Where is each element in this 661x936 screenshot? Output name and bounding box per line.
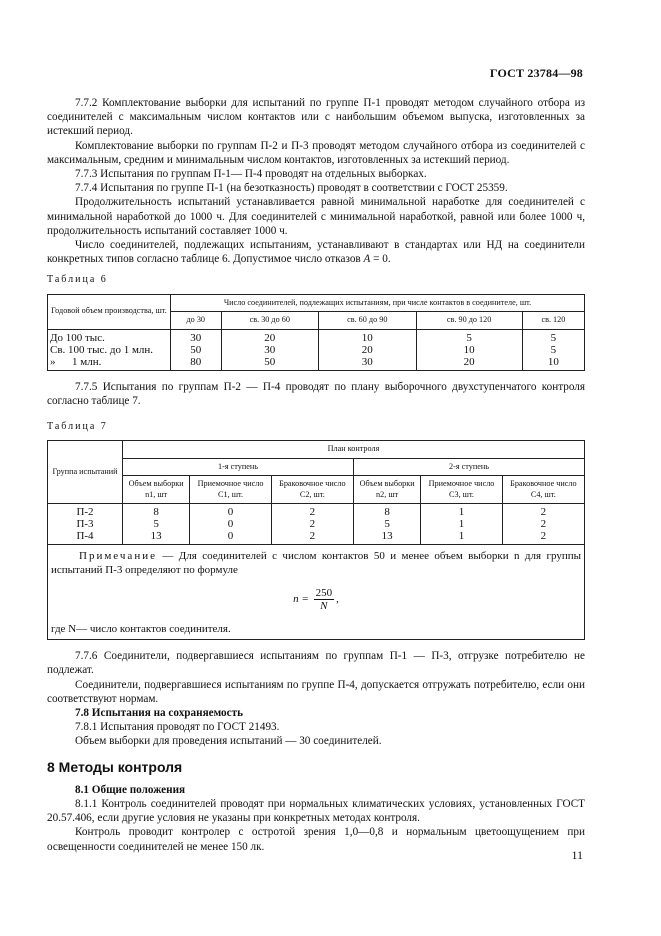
table-header: до 30 <box>171 312 222 330</box>
table-cell: 10 <box>416 344 522 356</box>
table-cell: 20 <box>319 344 416 356</box>
table-header: Браковочное число C4, шт. <box>502 476 584 504</box>
paragraph: Объем выборки для проведения испытаний — 30 соединителей. <box>75 735 382 748</box>
formula-tail: , <box>336 593 339 606</box>
table-header: св. 90 до 120 <box>416 312 522 330</box>
note-where: где N— число контактов соединителя. <box>51 623 231 636</box>
paragraph: 8.1.1 Контроль соединителей проводят при нормальных климатических условиях, установленных ГОСТ 20.57.406, если другие условия не указаны при конкретных методах контроля. <box>47 798 585 825</box>
paragraph: 7.7.6 Соединители, подвергавшиеся испытаниям по группам П-1 — П-3, отгрузке потребителю не подлежат. <box>47 650 585 677</box>
formula <box>51 587 581 612</box>
table-cell: Св. 100 тыс. до 1 млн. <box>50 343 154 356</box>
paragraph: Продолжительность испытаний устанавливается равной минимальной наработке для соединителей с минимальной наработкой до 1000 ч. Для соединителей с минимальной наработкой, равной или более 1000 ч, продолжительность испытаний составляет 1000 ч. <box>47 196 585 237</box>
table-note-row <box>48 545 585 640</box>
table-cell: 0 <box>190 530 271 545</box>
table-note <box>48 545 585 640</box>
table-cell: П-3 <box>76 518 94 531</box>
section-heading: 8.1 Общие положения <box>75 783 186 796</box>
table-cell: 80 <box>171 356 222 371</box>
table-cell: 0 <box>190 504 271 519</box>
table-cell: 8 <box>353 504 420 519</box>
text: Число соединителей, подлежащих испытаниям, устанавливают в стандартах или НД на соединители конкретных типов согласно таблице 6. Допустимое число отказов <box>47 239 585 266</box>
table-cell: 1 <box>421 504 502 519</box>
table-cell: 5 <box>353 518 420 530</box>
formula-lhs: n = <box>293 593 309 606</box>
table-header: св. 60 до 90 <box>319 312 416 330</box>
paragraph: Комплектование выборки по группам П-2 и П-3 проводят методом случайного отбора из соединителей с максимальным, средним и минимальным числом контактов, изготовленных за истекший период. <box>47 139 585 166</box>
table-cell: 2 <box>271 504 353 519</box>
paragraph: 7.7.4 Испытания по группе П-1 (на безотказность) проводят в соответствии с ГОСТ 25359. <box>75 182 508 195</box>
section-heading: 7.8 Испытания на сохраняемость <box>75 707 244 720</box>
table-cell: 10 <box>319 329 416 344</box>
table-header: Приемочное число C3, шт. <box>421 476 502 504</box>
table-row <box>48 530 585 545</box>
table-cell: » 1 млн. <box>50 355 102 368</box>
table-header: Приемочное число C1, шт. <box>190 476 271 504</box>
paragraph: 7.7.5 Испытания по группам П-2 — П-4 проводят по плану выборочного двухступенчатого контроля согласно таблице 7. <box>47 380 585 407</box>
table-cell: 2 <box>502 518 584 530</box>
table-cell: 2 <box>271 530 353 545</box>
table-header: Годовой объем производства, шт. <box>48 294 171 329</box>
table-cell: 30 <box>319 356 416 371</box>
paragraph: 7.8.1 Испытания проводят по ГОСТ 21493. <box>75 721 280 734</box>
paragraph: 7.7.3 Испытания по группам П-1— П-4 проводят на отдельных выборках. <box>75 168 427 181</box>
table-cell: 2 <box>271 518 353 530</box>
table-cell: 5 <box>416 329 522 344</box>
paragraph <box>47 238 585 266</box>
table-cell: 1 <box>421 518 502 530</box>
paragraph: Контроль проводит контролер с остротой зрения 1,0—0,8 и нормальным цветоощущением при освещенности соединителей не менее 150 лк. <box>47 826 585 853</box>
table-cell: 2 <box>502 504 584 519</box>
table-cell: 13 <box>123 530 190 545</box>
document-body <box>47 96 585 854</box>
note-label: Примечание <box>79 550 157 563</box>
chapter-heading: 8 Методы контроля <box>47 758 183 775</box>
page-number: 11 <box>571 848 583 862</box>
table-7 <box>47 440 585 640</box>
paragraph: 7.7.2 Комплектование выборки для испытаний по группе П-1 проводят методом случайного отбора из соединителей с максимальным числом контактов или с наибольшим объемом выпуска, изготовленных за истекший период. <box>47 97 585 138</box>
table-row <box>48 518 585 530</box>
table-caption: Таблица 7 <box>47 421 108 433</box>
table-header: Объем выборки n1, шт <box>123 476 190 504</box>
fraction <box>314 587 335 612</box>
table-cell: 30 <box>171 329 222 344</box>
table-cell: 5 <box>522 344 584 356</box>
table-header: 2-я ступень <box>353 458 584 476</box>
table-cell: 5 <box>522 329 584 344</box>
table-cell: 10 <box>522 356 584 371</box>
table-cell: П-4 <box>76 530 94 543</box>
table-cell: 20 <box>416 356 522 371</box>
table-header: св. 120 <box>522 312 584 330</box>
text: — Для соединителей с числом контактов 50 и менее объем выборки n для группы испытаний П-3 определяют по формуле <box>51 550 581 577</box>
fraction-numerator: 250 <box>315 587 333 600</box>
table-cell: 50 <box>171 344 222 356</box>
table-header: 1-я ступень <box>123 458 354 476</box>
table-header: Объем выборки n2, шт <box>353 476 420 504</box>
document-header: ГОСТ 23784—98 <box>489 66 583 80</box>
paragraph: Соединители, подвергавшиеся испытаниям по группе П-4, допускается отгружать потребителю, если они соответствуют нормам. <box>47 678 585 705</box>
table-cell: П-2 <box>76 506 94 519</box>
table-cell: До 100 тыс. <box>50 331 105 344</box>
table-row <box>48 504 585 519</box>
table-cell: 13 <box>353 530 420 545</box>
table-header: Число соединителей, подлежащих испытаниям, при числе контактов в соединителе, шт. <box>171 294 585 312</box>
note-text <box>51 549 581 577</box>
table-header: св. 30 до 60 <box>221 312 318 330</box>
fraction-denominator: N <box>320 600 328 613</box>
table-header: Браковочное число C2, шт. <box>271 476 353 504</box>
table-header: План контроля <box>123 441 585 459</box>
table-cell: 5 <box>123 518 190 530</box>
table-row <box>48 356 585 371</box>
variable: A <box>363 253 371 266</box>
table-cell: 50 <box>221 356 318 371</box>
table-header: Группа испытаний <box>48 441 123 504</box>
table-cell: 8 <box>123 504 190 519</box>
table-cell: 20 <box>221 329 318 344</box>
table-cell: 0 <box>190 518 271 530</box>
table-caption: Таблица 6 <box>47 274 108 286</box>
table-row <box>48 329 585 344</box>
table-row <box>48 344 585 356</box>
table-cell: 1 <box>421 530 502 545</box>
table-6 <box>47 294 585 371</box>
text: = 0. <box>370 253 391 266</box>
table-cell: 30 <box>221 344 318 356</box>
table-cell: 2 <box>502 530 584 545</box>
